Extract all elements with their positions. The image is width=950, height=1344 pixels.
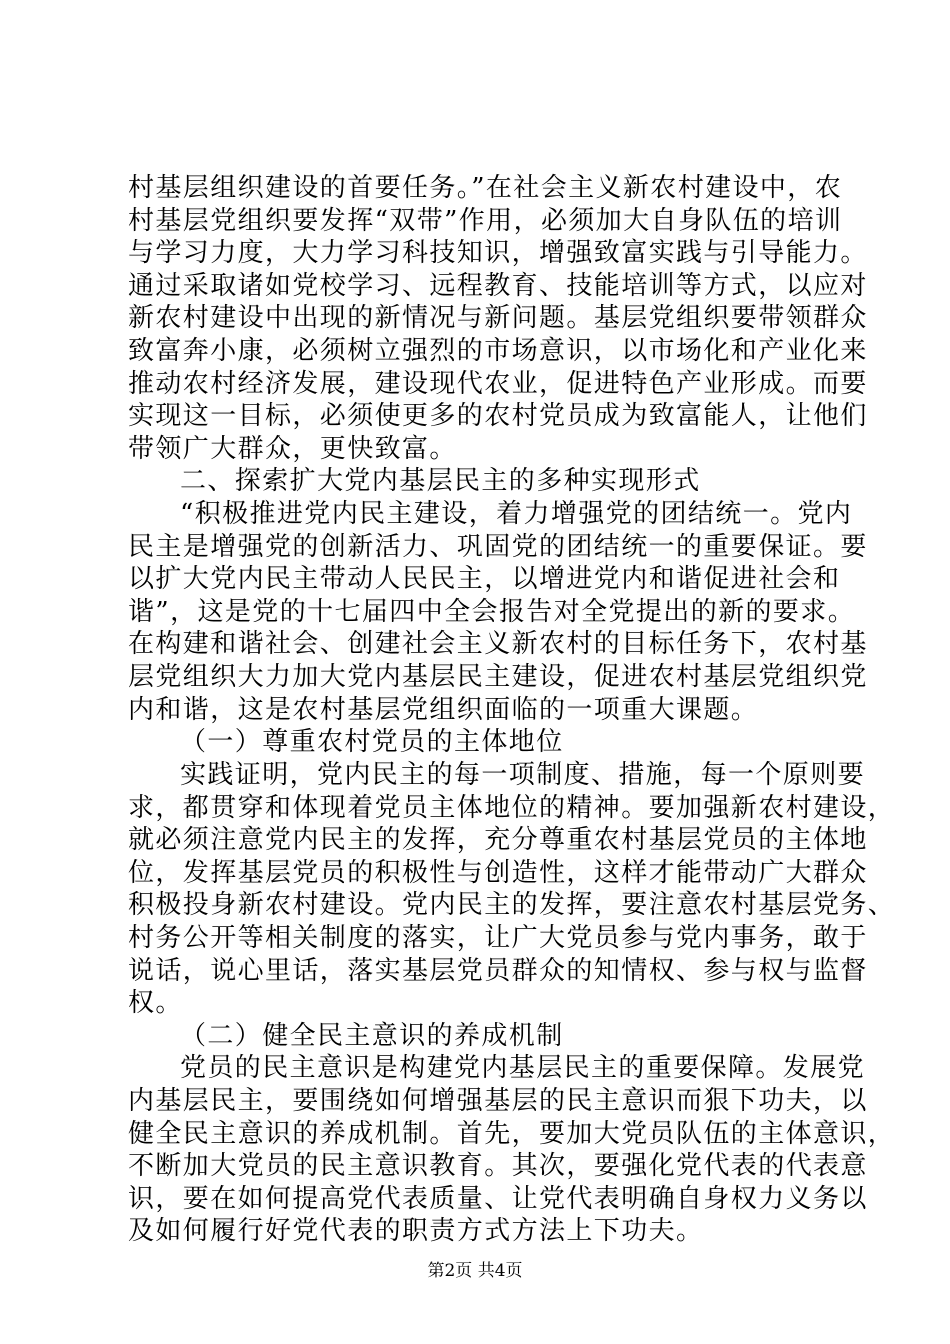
text-line: 积极投身新农村建设。党内民主的发挥，要注意农村基层党务、: [128, 890, 896, 921]
text-line: 带领广大群众，更快致富。: [128, 433, 457, 464]
text-line: 与学习力度，大力学习科技知识，增强致富实践与引导能力。: [128, 238, 868, 269]
text-line: 说话，说心里话，落实基层党员群众的知情权、参与权与监督: [128, 955, 868, 986]
section-heading: 二、探索扩大党内基层民主的多种实现形式: [180, 466, 701, 497]
text-line: 通过采取诸如党校学习、远程教育、技能培训等方式，以应对: [128, 270, 868, 301]
text-line: 民主是增强党的创新活力、巩固党的团结统一的重要保证。要: [128, 531, 868, 562]
text-line: 位，发挥基层党员的积极性与创造性，这样才能带动广大群众: [128, 857, 868, 888]
text-line: 内基层民主，要围绕如何增强基层的民主意识而狠下功夫，以: [128, 1085, 868, 1116]
text-line: 就必须注意党内民主的发挥，充分尊重农村基层党员的主体地: [128, 825, 868, 856]
text-line: 村基层党组织要发挥“双带”作用，必须加大自身队伍的培训: [128, 205, 843, 236]
text-line: 识，要在如何提高党代表质量、让党代表明确自身权力义务以: [128, 1183, 868, 1214]
text-line: 不断加大党员的民主意识教育。其次，要强化党代表的代表意: [128, 1151, 868, 1182]
text-line: 及如何履行好党代表的职责方式方法上下功夫。: [128, 1216, 704, 1247]
text-line: 以扩大党内民主带动人民民主，以增进党内和谐促进社会和: [128, 564, 841, 595]
text-line: 权。: [128, 988, 183, 1019]
text-line: 健全民主意识的养成机制。首先，要加大党员队伍的主体意识，: [128, 1118, 896, 1149]
text-line: 在构建和谐社会、创建社会主义新农村的目标任务下，农村基: [128, 629, 868, 660]
text-line: 村务公开等相关制度的落实，让广大党员参与党内事务，敢于: [128, 922, 868, 953]
subsection-heading: （一）尊重农村党员的主体地位: [180, 727, 564, 758]
text-line: “积极推进党内民主建设，着力增强党的团结统一。党内: [180, 499, 853, 530]
text-line: 内和谐，这是农村基层党组织面临的一项重大课题。: [128, 694, 759, 725]
subsection-heading: （二）健全民主意识的养成机制: [180, 1020, 564, 1051]
text-line: 实践证明，党内民主的每一项制度、措施，每一个原则要: [180, 759, 866, 790]
text-line: 求，都贯穿和体现着党员主体地位的精神。要加强新农村建设，: [128, 792, 896, 823]
text-line: 致富奔小康，必须树立强烈的市场意识，以市场化和产业化来: [128, 336, 868, 367]
text-line: 实现这一目标，必须使更多的农村党员成为致富能人，让他们: [128, 401, 868, 432]
text-line: 新农村建设中出现的新情况与新问题。基层党组织要带领群众: [128, 303, 868, 334]
page-footer: 第2页 共4页: [427, 1261, 523, 1281]
text-line: 村基层组织建设的首要任务。”在社会主义新农村建设中，农: [128, 173, 843, 203]
text-line: 党员的民主意识是构建党内基层民主的重要保障。发展党: [180, 1053, 866, 1084]
text-line: 推动农村经济发展，建设现代农业，促进特色产业形成。而要: [128, 368, 868, 399]
text-line: 谐”，这是党的十七届四中全会报告对全党提出的新的要求。: [128, 596, 856, 627]
text-line: 层党组织大力加大党内基层民主建设，促进农村基层党组织党: [128, 662, 868, 693]
